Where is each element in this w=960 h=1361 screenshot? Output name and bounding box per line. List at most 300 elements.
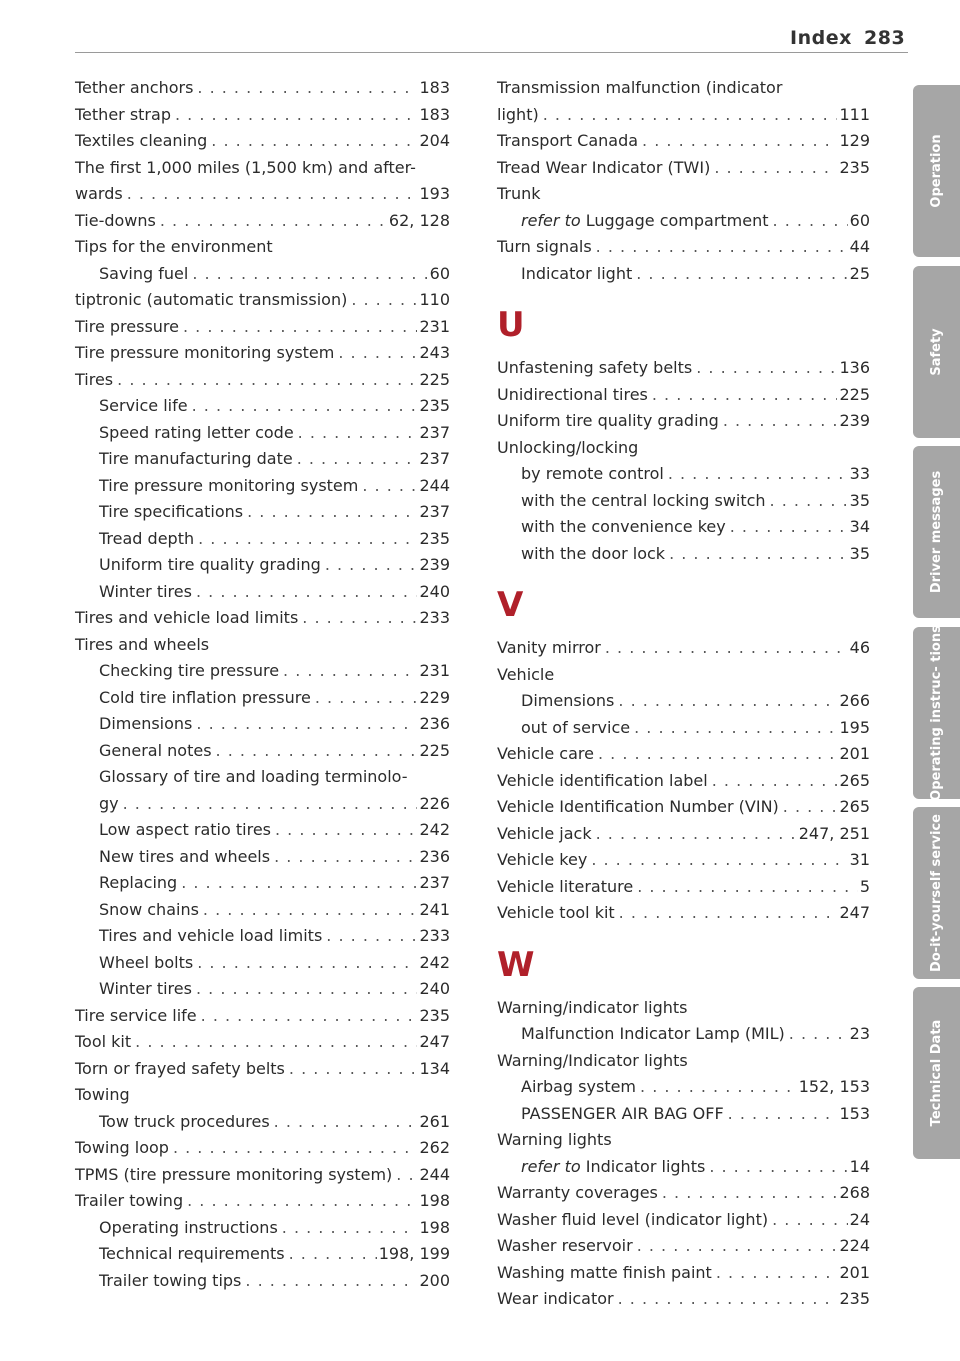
index-entry-label: Wheel bolts — [99, 952, 194, 972]
index-entry-page[interactable]: 34 — [849, 517, 870, 536]
index-entry-label: Vehicle literature — [497, 876, 634, 896]
page-number: 283 — [864, 27, 906, 49]
index-entry-page[interactable]: 231 — [419, 316, 450, 336]
index-entry-label: Washer fluid level (indicator light) — [497, 1209, 769, 1229]
index-entry-label: Snow chains — [99, 899, 199, 919]
index-entry[interactable] — [75, 579, 450, 606]
dot-leader — [598, 741, 837, 768]
dot-leader — [668, 461, 848, 488]
section-tab-label: Driver messages — [928, 470, 944, 594]
index-entry-page[interactable]: 44 — [849, 237, 870, 256]
dot-leader — [605, 635, 848, 662]
dot-leader — [618, 688, 837, 715]
index-entry[interactable] — [75, 685, 450, 712]
index-entry[interactable] — [75, 261, 450, 288]
index-entry[interactable] — [75, 658, 450, 685]
dot-leader — [662, 1180, 838, 1207]
index-entry[interactable] — [75, 923, 450, 950]
index-entry-label-group — [521, 208, 769, 235]
index-entry[interactable] — [497, 355, 870, 382]
index-entry-label: Trailer towing tips — [99, 1270, 242, 1290]
index-entry-page[interactable]: 198 — [419, 1217, 450, 1237]
index-entry[interactable] — [75, 473, 450, 500]
index-entry[interactable] — [75, 340, 450, 367]
index-entry-page[interactable]: 198, 199 — [378, 1244, 450, 1263]
index-entry-label: by remote control — [521, 464, 664, 483]
index-entry[interactable] — [497, 1021, 870, 1048]
index-entry-page[interactable]: 268 — [839, 1183, 870, 1202]
index-entry-page[interactable]: 5 — [859, 876, 870, 896]
index-entry-label: Vehicle jack — [497, 823, 592, 843]
index-entry-page[interactable]: 265 — [839, 797, 870, 816]
dot-leader — [211, 128, 417, 155]
dot-leader — [117, 367, 417, 394]
index-entry[interactable] — [75, 287, 450, 314]
index-entry-label: Transport Canada — [497, 131, 639, 150]
dot-leader — [127, 181, 418, 208]
index-entry-label: with the central locking switch — [521, 490, 766, 510]
section-tab-label: Operating instruc- tions — [928, 625, 944, 801]
dot-leader — [591, 847, 847, 874]
index-entry-page[interactable]: 62, 128 — [388, 210, 450, 230]
index-heading: Towing — [75, 1085, 130, 1104]
index-entry-page[interactable]: 237 — [419, 449, 450, 468]
index-entry-page[interactable]: 239 — [839, 411, 870, 430]
index-entry-page[interactable]: 262 — [419, 1138, 450, 1157]
index-entry[interactable] — [497, 234, 870, 261]
index-entry-page[interactable]: 235 — [839, 1289, 870, 1308]
index-entry[interactable] — [497, 208, 870, 235]
index-entry-label: Tire pressure monitoring system — [99, 475, 359, 495]
index-entry[interactable] — [75, 711, 450, 738]
index-entry[interactable] — [497, 768, 870, 795]
dot-leader — [636, 261, 847, 288]
index-heading: Warning lights — [497, 1130, 612, 1149]
dot-leader — [618, 1286, 838, 1313]
index-entry[interactable] — [75, 1135, 450, 1162]
section-tab[interactable] — [913, 85, 960, 257]
dot-leader — [634, 715, 837, 742]
index-entry-label: Vehicle identification label — [497, 770, 708, 790]
index-entry-label: Tires and vehicle load limits — [99, 926, 323, 945]
dot-leader — [696, 355, 837, 382]
index-entry-label: with the convenience key — [521, 517, 726, 536]
dot-leader — [192, 393, 418, 420]
dot-leader — [730, 514, 848, 541]
index-entry-page[interactable]: 14 — [849, 1156, 870, 1176]
index-entry-page[interactable]: 247 — [419, 1032, 450, 1051]
index-entry[interactable] — [75, 1109, 450, 1136]
dot-leader — [315, 685, 418, 712]
dot-leader — [709, 1154, 847, 1181]
index-entry-label: Tire service life — [75, 1005, 197, 1025]
index-entry-page[interactable]: 201 — [839, 1262, 870, 1282]
index-entry-label: Unidirectional tires — [497, 384, 648, 404]
index-heading: Tires and wheels — [75, 634, 210, 654]
index-entry-label: Low aspect ratio tires — [99, 820, 271, 839]
dot-leader — [196, 976, 417, 1003]
index-entry-label: light) — [497, 104, 539, 124]
section-tab[interactable] — [913, 987, 960, 1159]
dot-leader — [637, 1233, 838, 1260]
index-entry[interactable] — [75, 128, 450, 155]
index-entry-page[interactable]: 244 — [419, 1164, 450, 1184]
index-entry[interactable] — [497, 408, 870, 435]
index-entry[interactable] — [497, 102, 870, 129]
dot-leader — [187, 1188, 417, 1215]
index-entry[interactable] — [75, 499, 450, 526]
header-rule — [75, 52, 908, 53]
index-entry[interactable] — [75, 897, 450, 924]
index-entry[interactable] — [497, 821, 870, 848]
index-entry[interactable] — [497, 688, 870, 715]
refer-to-prefix: refer to — [521, 1156, 581, 1176]
index-entry-page[interactable]: 237 — [419, 422, 450, 442]
index-entry[interactable] — [75, 420, 450, 447]
index-entry[interactable] — [75, 75, 450, 102]
index-entry[interactable] — [75, 791, 450, 818]
index-entry-label: Washer reservoir — [497, 1236, 633, 1255]
dot-leader — [245, 1268, 417, 1295]
index-entry-label: Checking tire pressure — [99, 661, 280, 680]
dot-leader — [640, 1074, 797, 1101]
index-entry-page[interactable]: 198 — [419, 1191, 450, 1210]
index-entry-page[interactable]: 240 — [419, 979, 450, 998]
index-entry-label: Service life — [99, 396, 188, 415]
index-entry-page[interactable]: 225 — [839, 384, 870, 404]
dot-leader — [173, 1135, 418, 1162]
dot-leader — [789, 1021, 848, 1048]
index-entry[interactable] — [497, 261, 870, 288]
index-entry-page[interactable]: 261 — [419, 1111, 450, 1131]
index-entry-page[interactable]: 241 — [419, 899, 450, 919]
index-entry[interactable] — [75, 1162, 450, 1189]
dot-leader — [247, 499, 417, 526]
index-entry[interactable] — [497, 1260, 870, 1287]
index-entry-page[interactable]: 35 — [849, 490, 870, 510]
index-entry[interactable] — [497, 488, 870, 515]
index-entry-page[interactable]: 247 — [839, 903, 870, 922]
index-entry-page[interactable]: 229 — [419, 687, 450, 707]
index-entry[interactable] — [75, 1241, 450, 1268]
dot-leader — [351, 287, 417, 314]
index-entry-page[interactable]: 25 — [849, 263, 870, 283]
dot-leader — [723, 408, 838, 435]
index-entry-page[interactable]: 23 — [849, 1024, 870, 1043]
section-tab-label: Safety — [928, 328, 944, 376]
index-entry-label: TPMS (tire pressure monitoring system) — [75, 1164, 393, 1184]
section-letter: U — [497, 305, 525, 345]
index-heading: Trunk — [497, 184, 541, 203]
index-column-right — [497, 75, 870, 1313]
dot-leader — [203, 897, 418, 924]
index-entry-label: Speed rating letter code — [99, 422, 294, 442]
index-entry-page[interactable]: 233 — [419, 926, 450, 945]
index-entry-page[interactable]: 236 — [419, 846, 450, 866]
index-entry-label: Luggage compartment — [585, 210, 769, 230]
index-entry-page[interactable]: 225 — [419, 740, 450, 760]
index-entry[interactable] — [75, 314, 450, 341]
index-entry[interactable] — [497, 155, 870, 182]
section-tab[interactable] — [913, 627, 960, 799]
index-entry-label: Vehicle Identification Number (VIN) — [497, 797, 779, 816]
index-entry-page[interactable]: 24 — [849, 1209, 870, 1229]
index-entry-page[interactable]: 136 — [839, 358, 870, 377]
dot-leader — [596, 821, 797, 848]
index-entry[interactable] — [75, 844, 450, 871]
index-entry[interactable] — [75, 1029, 450, 1056]
section-tab[interactable] — [913, 266, 960, 438]
dot-leader — [297, 446, 418, 473]
dot-leader — [338, 340, 417, 367]
index-entry-page[interactable]: 242 — [419, 820, 450, 839]
dot-leader — [135, 1029, 417, 1056]
index-entry-page[interactable]: 60 — [429, 263, 450, 283]
index-entry[interactable] — [497, 715, 870, 742]
index-heading: Glossary of tire and loading terminolo- — [99, 767, 408, 786]
index-entry-label: Indicator lights — [585, 1156, 706, 1176]
index-entry-label: gy — [99, 793, 119, 813]
index-entry-page[interactable]: 239 — [419, 555, 450, 574]
page-title: Index — [790, 27, 852, 49]
dot-leader — [728, 1101, 838, 1128]
dot-leader — [197, 75, 417, 102]
section-tab-label: Technical Data — [928, 1019, 944, 1127]
index-entry[interactable] — [497, 741, 870, 768]
dot-leader — [596, 234, 848, 261]
index-entry-page[interactable]: 204 — [419, 131, 450, 150]
dot-leader — [298, 420, 418, 447]
dot-leader — [325, 552, 418, 579]
dot-leader — [196, 711, 417, 738]
section-tab-label: Do-it-yourself service — [928, 814, 944, 972]
index-entry-label: New tires and wheels — [99, 846, 271, 866]
section-tab-label: Operation — [928, 134, 944, 208]
index-entry[interactable] — [497, 1101, 870, 1128]
index-entry[interactable] — [497, 128, 870, 155]
index-entry-page[interactable]: 35 — [849, 543, 870, 563]
index-entry-label: Torn or frayed safety belts — [75, 1058, 285, 1078]
dot-leader — [192, 261, 427, 288]
index-entry[interactable] — [497, 794, 870, 821]
dot-leader — [289, 1241, 377, 1268]
index-heading: Unlocking/locking — [497, 437, 639, 457]
index-entry-page[interactable]: 236 — [419, 714, 450, 733]
index-entry[interactable] — [75, 1215, 450, 1242]
index-entry-label: Trailer towing — [75, 1191, 184, 1210]
index-entry[interactable] — [497, 847, 870, 874]
dot-leader — [396, 1162, 417, 1189]
dot-leader — [197, 950, 417, 977]
dot-leader — [282, 1215, 418, 1242]
index-entry-label: Technical requirements — [99, 1244, 285, 1263]
index-entry[interactable] — [497, 635, 870, 662]
index-entry-label: Vehicle care — [497, 744, 594, 763]
dot-leader — [196, 579, 417, 606]
index-entry-label: Tires — [75, 369, 114, 389]
index-entry[interactable] — [75, 605, 450, 632]
index-entry[interactable] — [75, 367, 450, 394]
index-entry-page[interactable]: 110 — [419, 290, 450, 309]
index-entry-label: Tire specifications — [99, 502, 244, 521]
index-entry-page[interactable]: 240 — [419, 581, 450, 601]
index-entry-page[interactable]: 237 — [419, 873, 450, 892]
index-heading: Warning/Indicator lights — [497, 1050, 688, 1070]
index-entry-label: Tether anchors — [75, 78, 194, 97]
dot-leader — [772, 1207, 848, 1234]
index-entry-page[interactable]: 231 — [419, 661, 450, 680]
index-entry[interactable] — [497, 461, 870, 488]
index-entry-label: Malfunction Indicator Lamp (MIL) — [521, 1024, 785, 1043]
index-entry-page[interactable]: 243 — [419, 343, 450, 362]
dot-leader — [198, 526, 417, 553]
index-entry-label: Airbag system — [521, 1077, 637, 1096]
index-entry[interactable] — [497, 874, 870, 901]
index-entry[interactable] — [75, 976, 450, 1003]
index-entry-page[interactable]: 195 — [839, 717, 870, 737]
index-entry-page[interactable]: 233 — [419, 608, 450, 627]
index-entry-page[interactable]: 200 — [419, 1270, 450, 1290]
dot-leader — [716, 1260, 838, 1287]
index-entry-page[interactable]: 183 — [419, 104, 450, 124]
index-entry-label: Winter tires — [99, 581, 192, 601]
index-entry[interactable] — [497, 382, 870, 409]
index-entry[interactable] — [75, 102, 450, 129]
index-entry[interactable] — [497, 1233, 870, 1260]
dot-leader — [642, 128, 837, 155]
index-entry[interactable] — [75, 817, 450, 844]
index-entry-label-group — [521, 1154, 705, 1181]
index-entry[interactable] — [75, 950, 450, 977]
index-entry[interactable] — [75, 393, 450, 420]
index-entry-page[interactable]: 226 — [419, 793, 450, 813]
index-entry[interactable] — [75, 738, 450, 765]
dot-leader — [274, 1109, 418, 1136]
index-entry[interactable] — [497, 1207, 870, 1234]
index-entry-label: Tread depth — [99, 528, 195, 548]
index-entry-page[interactable]: 225 — [419, 369, 450, 389]
index-entry-label: out of service — [521, 717, 631, 737]
index-entry-page[interactable]: 60 — [849, 210, 870, 230]
index-entry-label: Tire manufacturing date — [99, 449, 293, 468]
dot-leader — [216, 738, 418, 765]
index-entry-page[interactable]: 235 — [419, 528, 450, 548]
index-entry-label: Cold tire inflation pressure — [99, 687, 311, 707]
index-entry-page[interactable]: 193 — [419, 184, 450, 203]
index-entry-label: wards — [75, 184, 123, 203]
index-entry-label: Wear indicator — [497, 1289, 614, 1308]
index-entry-page[interactable]: 224 — [839, 1236, 870, 1255]
index-entry-label: Washing matte finish paint — [497, 1262, 712, 1282]
index-entry-label: Towing loop — [75, 1138, 169, 1157]
index-entry-page[interactable]: 33 — [849, 464, 870, 483]
index-entry[interactable] — [75, 181, 450, 208]
index-entry-page[interactable]: 111 — [839, 104, 870, 124]
index-entry-page[interactable]: 235 — [419, 396, 450, 415]
index-entry[interactable] — [497, 1074, 870, 1101]
index-entry[interactable] — [75, 1268, 450, 1295]
index-entry-page[interactable]: 266 — [839, 691, 870, 710]
index-entry[interactable] — [75, 1003, 450, 1030]
index-entry-page[interactable]: 242 — [419, 952, 450, 972]
index-entry[interactable] — [497, 1180, 870, 1207]
index-entry-label: Tow truck procedures — [99, 1111, 270, 1131]
index-entry[interactable] — [75, 446, 450, 473]
index-entry-label: Unfastening safety belts — [497, 358, 693, 377]
index-heading: Tips for the environment — [75, 237, 273, 256]
index-entry[interactable] — [75, 1056, 450, 1083]
index-entry[interactable] — [497, 541, 870, 568]
dot-leader — [770, 488, 848, 515]
index-entry-label: Tether strap — [75, 104, 171, 124]
index-entry-label: PASSENGER AIR BAG OFF — [521, 1103, 724, 1123]
dot-leader — [201, 1003, 418, 1030]
section-tab[interactable] — [913, 446, 960, 618]
index-entry-page[interactable]: 265 — [839, 770, 870, 790]
dot-leader — [175, 102, 417, 129]
index-entry-page[interactable]: 129 — [839, 131, 870, 150]
dot-leader — [326, 923, 417, 950]
dot-leader — [669, 541, 848, 568]
index-entry-label: Vehicle tool kit — [497, 903, 615, 922]
index-heading: Vehicle — [497, 664, 555, 684]
index-entry-page[interactable]: 237 — [419, 502, 450, 521]
index-entry-page[interactable]: 247, 251 — [798, 823, 870, 843]
index-entry-label: tiptronic (automatic transmission) — [75, 290, 348, 309]
index-entry-label: Tire pressure monitoring system — [75, 343, 335, 362]
index-entry-page[interactable]: 235 — [419, 1005, 450, 1025]
index-entry[interactable] — [75, 1188, 450, 1215]
dot-leader — [160, 208, 387, 235]
index-entry-page[interactable]: 183 — [419, 78, 450, 97]
section-letter: V — [497, 585, 524, 625]
index-heading: Warning/indicator lights — [497, 997, 688, 1017]
index-entry-label: Textiles cleaning — [75, 131, 208, 150]
index-entry-label: Uniform tire quality grading — [99, 555, 321, 574]
dot-leader — [283, 658, 417, 685]
dot-leader — [619, 900, 838, 927]
index-entry-page[interactable]: 31 — [849, 850, 870, 869]
section-tab[interactable] — [913, 807, 960, 979]
refer-to-prefix: refer to — [521, 210, 581, 230]
index-entry-label: with the door lock — [521, 543, 666, 563]
index-entry[interactable] — [75, 870, 450, 897]
index-entry-page[interactable]: 235 — [839, 157, 870, 177]
index-entry[interactable] — [497, 514, 870, 541]
index-entry[interactable] — [497, 1154, 870, 1181]
index-entry-label: Uniform tire quality grading — [497, 411, 719, 430]
dot-leader — [181, 870, 417, 897]
index-entry[interactable] — [497, 1286, 870, 1313]
index-entry-page[interactable]: 201 — [839, 744, 870, 763]
index-entry-page[interactable]: 244 — [419, 475, 450, 495]
dot-leader — [637, 874, 858, 901]
section-letter: W — [497, 944, 535, 985]
index-entry[interactable] — [75, 208, 450, 235]
index-entry-page[interactable]: 46 — [849, 638, 870, 657]
index-entry[interactable] — [75, 552, 450, 579]
index-entry-page[interactable]: 152, 153 — [798, 1077, 870, 1096]
index-entry-page[interactable]: 153 — [839, 1103, 870, 1123]
index-entry-label: Dimensions — [99, 714, 193, 733]
dot-leader — [712, 768, 838, 795]
index-entry[interactable] — [75, 526, 450, 553]
index-entry-page[interactable]: 134 — [419, 1058, 450, 1078]
dot-leader — [289, 1056, 418, 1083]
dot-leader — [714, 155, 837, 182]
dot-leader — [275, 817, 417, 844]
index-entry[interactable] — [497, 900, 870, 927]
